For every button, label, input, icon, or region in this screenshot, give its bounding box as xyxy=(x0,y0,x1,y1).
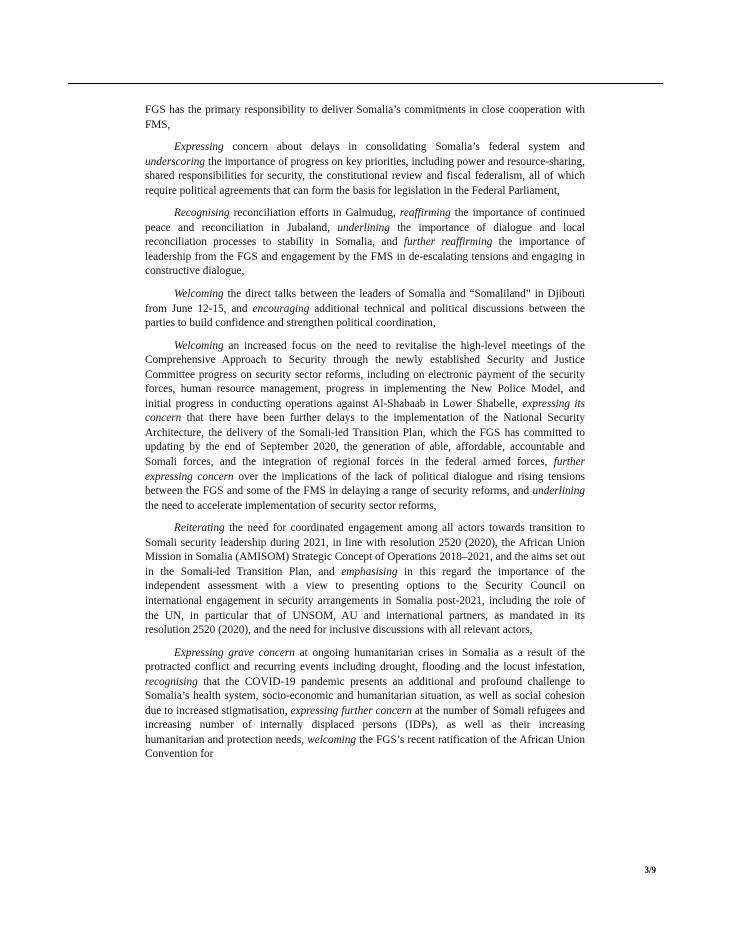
italic-phrase: recognising xyxy=(145,675,198,688)
italic-phrase: Welcoming xyxy=(174,339,224,352)
text-run: the direct talks between the leaders of Somalia and “Somaliland” in Djibouti from June 12-15, and xyxy=(145,288,585,315)
italic-phrase: underlining xyxy=(337,221,390,234)
text-run: that the COVID-19 pandemic presents an additional and profound challenge to Somalia’s health system, socio-economic and humanitarian situation, as well as social cohesion due to increased stigmatisation, xyxy=(145,675,585,717)
italic-phrase: emphasising xyxy=(341,565,398,578)
italic-phrase: Reiterating xyxy=(174,522,225,535)
text-run: the importance of leadership from the FGS and engagement by the FMS in de-escalating tensions and engaging in constructive dialogue, xyxy=(145,236,586,278)
paragraph xyxy=(145,103,585,132)
italic-phrase: Recognising xyxy=(174,207,230,220)
italic-phrase: expressing its concern xyxy=(145,397,586,425)
text-run: reconciliation efforts in Galmudug, xyxy=(229,207,400,220)
paragraph xyxy=(145,206,585,279)
text-run: the importance of dialogue and local reconciliation processes to stability in Somalia, and xyxy=(145,221,585,249)
text-run: the need for coordinated engagement among all actors towards transition to Somali security leadership during 2021, in line with resolution 2520 (2020), the African Union Mission in Somalia (AMISOM) Strategic Concept of Operations 2018–2021, and the aims set out in the Somali-led Transition Plan, and xyxy=(145,522,585,578)
text-run: in this regard the importance of the independent assessment with a view to presenting options to the Security Council on international engagement in security arrangements in Somalia post-2021, including the role of the UN, in particular that of UNSOM, AU and international partners, as mandated in its resolution 2520 (2020), and the need for inclusive discussions with all relevant actors, xyxy=(145,565,585,637)
paragraph xyxy=(145,339,585,514)
text-run: the importance of continued peace and reconciliation in Jubaland, xyxy=(145,207,585,234)
text-run: FGS has the primary responsibility to deliver Somalia’s commitments in close cooperation with FMS, xyxy=(145,104,585,131)
text-run: at the number of Somali refugees and increasing number of internally displaced persons (IDPs), as well as their increasing humanitarian and protection needs, xyxy=(145,704,586,746)
italic-phrase: Expressing grave concern xyxy=(174,646,295,659)
italic-phrase: underscoring xyxy=(145,155,205,168)
italic-phrase: welcoming xyxy=(307,733,357,746)
italic-phrase: underlining xyxy=(532,485,585,498)
text-run: an increased focus on the need to revitalise the high-level meetings of the Comprehensive Approach to Security through the newly established Security and Justice Committee progress on security sector reforms, including on electronic payment of the security forces, human resource management, progress in implementing the New Police Model, and initial progress in conducting operations against Al-Shabaab in Lower Shabelle, xyxy=(145,339,585,410)
text-run: the need to accelerate implementation of security sector reforms, xyxy=(145,499,437,512)
paragraph xyxy=(145,140,585,198)
italic-phrase: expressing further concern xyxy=(290,704,412,717)
text-run: the importance of progress on key priorities, including power and resource-sharing, shared responsibilities for security, the constitutional review and fiscal federalism, all of which require political agreements that can form the basis for legislation in the Federal Parliament, xyxy=(145,155,585,197)
text-run: concern about delays in consolidating Somalia’s federal system and xyxy=(223,141,585,154)
text-run: that there have been further delays to the implementation of the National Security Architecture, the delivery of the Somali-led Transition Plan, which the FGS has committed to updating by the end of September 2020, the generation of able, affordable, accountable and Somali forces, and the integration of regional forces in the federal armed forces, xyxy=(145,412,585,469)
document-body xyxy=(145,103,585,770)
text-run: additional technical and political discussions between the parties to build confidence and strengthen political coordination, xyxy=(145,302,585,330)
text-run: over the implications of the lack of political dialogue and rising tensions between the FGS and some of the FMS in delaying a range of security reforms, and xyxy=(145,470,585,498)
italic-phrase: encouraging xyxy=(252,302,310,315)
paragraph xyxy=(145,646,585,762)
text-run: at ongoing humanitarian crises in Somalia as a result of the protracted conflict and recurring events including drought, flooding and the locust infestation, xyxy=(145,646,585,674)
italic-phrase: Expressing xyxy=(174,141,224,154)
italic-phrase: further reaffirming xyxy=(403,236,493,249)
italic-phrase: further expressing concern xyxy=(145,456,585,483)
italic-phrase: Welcoming xyxy=(174,288,224,301)
text-run: the FGS’s recent ratification of the African Union Convention for xyxy=(145,733,585,761)
header-rule xyxy=(68,83,663,84)
paragraph xyxy=(145,521,585,637)
page-number: 3/9 xyxy=(644,865,656,875)
italic-phrase: reaffirming xyxy=(399,207,451,220)
paragraph xyxy=(145,287,585,331)
